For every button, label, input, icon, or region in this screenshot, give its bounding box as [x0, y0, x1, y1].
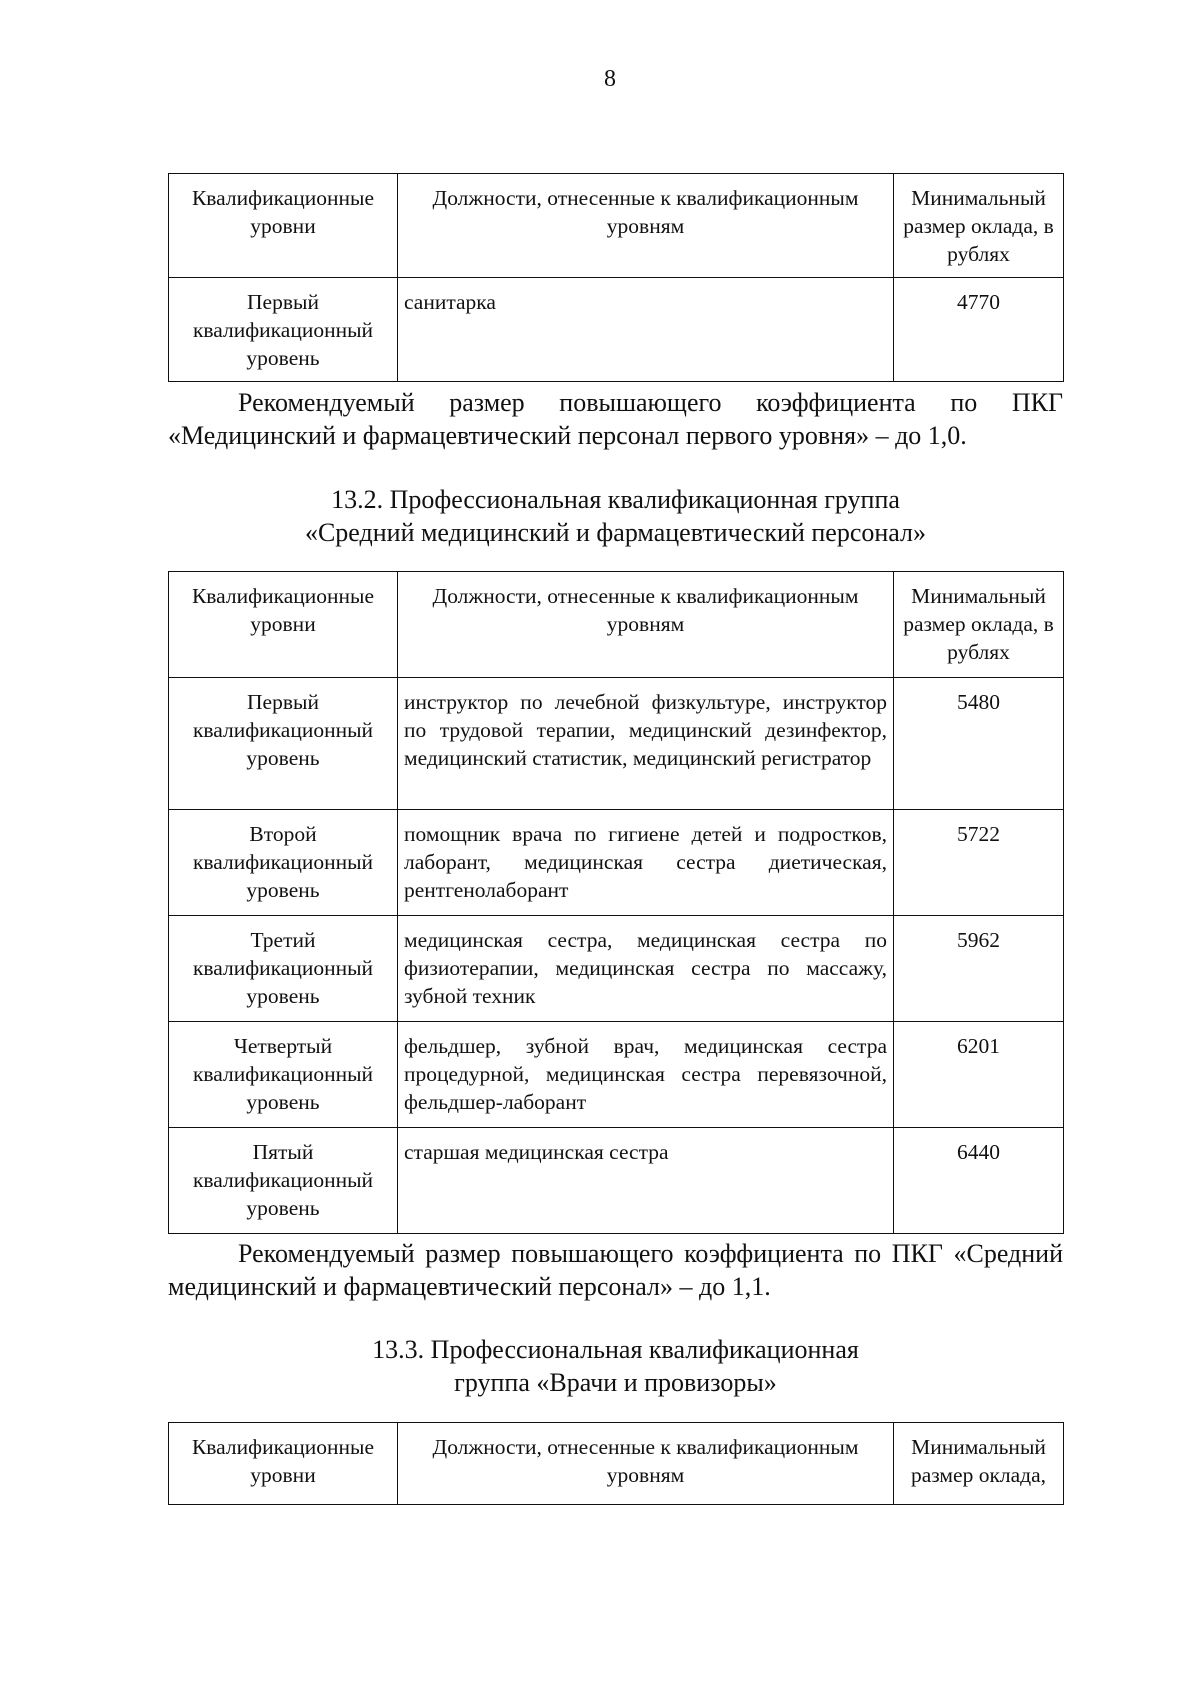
- table-row: [169, 1128, 1064, 1234]
- header-salary: Минимальный размер оклада, в рублях: [894, 174, 1064, 278]
- heading-line: группа «Врачи и провизоры»: [454, 1368, 777, 1397]
- table-pkg-first-level: [168, 173, 1064, 382]
- heading-line: 13.3. Профессиональная квалификационная: [372, 1335, 859, 1364]
- salary-cell: 5480: [894, 678, 1064, 810]
- header-salary: Минимальный размер оклада,: [894, 1423, 1064, 1505]
- positions-cell: медицинская сестра, медицинская сестра по физиотерапии, медицинская сестра по массажу, зубной техник: [398, 916, 894, 1022]
- positions-cell: фельдшер, зубной врач, медицинская сестра процедурной, медицинская сестра перевязочной, фельдшер-лаборант: [398, 1022, 894, 1128]
- table-pkg-middle-personnel: [168, 571, 1064, 1234]
- table-header-row: [169, 174, 1064, 278]
- salary-cell: 5962: [894, 916, 1064, 1022]
- header-salary: Минимальный размер оклада, в рублях: [894, 572, 1064, 678]
- salary-cell: 5722: [894, 810, 1064, 916]
- table-row: [169, 278, 1064, 382]
- header-levels: Квалификационные уровни: [169, 174, 398, 278]
- positions-cell: старшая медицинская сестра: [398, 1128, 894, 1234]
- level-cell: Третий квалификационный уровень: [169, 916, 398, 1022]
- level-cell: Первый квалификационный уровень: [169, 678, 398, 810]
- section-heading-13-3: [168, 1333, 1063, 1399]
- table-row: [169, 916, 1064, 1022]
- page-number: 8: [604, 66, 616, 92]
- positions-cell: помощник врача по гигиене детей и подростков, лаборант, медицинская сестра диетическая, рентгенолаборант: [398, 810, 894, 916]
- table-pkg-doctors: [168, 1422, 1064, 1505]
- table-row: [169, 678, 1064, 810]
- header-levels: Квалификационные уровни: [169, 572, 398, 678]
- level-cell: Первый квалификационный уровень: [169, 278, 398, 382]
- positions-cell: санитарка: [398, 278, 894, 382]
- level-cell: Пятый квалификационный уровень: [169, 1128, 398, 1234]
- salary-cell: 4770: [894, 278, 1064, 382]
- salary-cell: 6440: [894, 1128, 1064, 1234]
- heading-line: «Средний медицинский и фармацевтический персонал»: [304, 518, 927, 547]
- section-heading-13-2: [168, 483, 1063, 549]
- header-levels: Квалификационные уровни: [169, 1423, 398, 1505]
- salary-cell: 6201: [894, 1022, 1064, 1128]
- level-cell: Второй квалификационный уровень: [169, 810, 398, 916]
- recommendation-first-level: Рекомендуемый размер повышающего коэффициента по ПКГ «Медицинский и фармацевтический персонал первого уровня» – до 1,0.: [168, 388, 1063, 450]
- recommendation-middle-personnel: Рекомендуемый размер повышающего коэффициента по ПКГ «Средний медицинский и фармацевтический персонал» – до 1,1.: [168, 1239, 1063, 1301]
- header-positions: Должности, отнесенные к квалификационным уровням: [398, 1423, 894, 1505]
- positions-cell: инструктор по лечебной физкультуре, инструктор по трудовой терапии, медицинский дезинфектор, медицинский статистик, медицинский регистратор: [398, 678, 894, 810]
- table-row: [169, 1022, 1064, 1128]
- header-positions: Должности, отнесенные к квалификационным уровням: [398, 572, 894, 678]
- table-header-row: [169, 1423, 1064, 1505]
- header-positions: Должности, отнесенные к квалификационным уровням: [398, 174, 894, 278]
- level-cell: Четвертый квалификационный уровень: [169, 1022, 398, 1128]
- heading-line: 13.2. Профессиональная квалификационная группа: [331, 485, 900, 514]
- table-row: [169, 810, 1064, 916]
- table-header-row: [169, 572, 1064, 678]
